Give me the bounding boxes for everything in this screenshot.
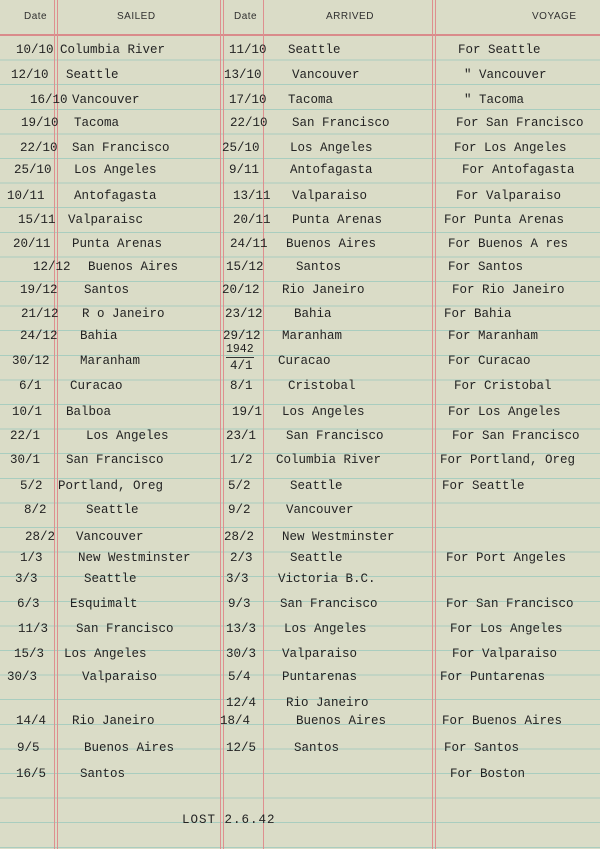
sailed-port: Tacoma — [74, 116, 120, 130]
sailed-date: 19/12 — [20, 283, 58, 297]
arrived-port: New Westminster — [282, 530, 395, 544]
voyage-note: For Boston — [450, 767, 526, 781]
arrived-date: 24/11 — [230, 237, 268, 251]
arrived-date: 17/10 — [229, 93, 267, 107]
sailed-port: Bahia — [80, 329, 118, 343]
voyage-note: For Punta Arenas — [444, 213, 565, 227]
sailed-date: 12/10 — [11, 68, 49, 82]
sailed-port: Buenos Aires — [88, 260, 179, 274]
arrived-date: 4/1 — [230, 359, 253, 373]
sailed-port: Vancouver — [76, 530, 144, 544]
sailed-port: Seattle — [84, 572, 137, 586]
arrived-port: Punta Arenas — [292, 213, 383, 227]
sailed-date: 16/5 — [16, 767, 47, 781]
sailed-port: Punta Arenas — [72, 237, 163, 251]
sailed-port: Antofagasta — [74, 189, 157, 203]
arrived-date: 2/3 — [230, 551, 253, 565]
arrived-date: 18/4 — [220, 714, 251, 728]
header-arrived: ARRIVED — [326, 11, 374, 22]
sailed-port: Curacao — [70, 379, 123, 393]
sailed-date: 19/10 — [21, 116, 59, 130]
voyage-note: For Portland, Oreg — [440, 453, 576, 467]
arrived-date: 19/1 — [232, 405, 263, 419]
sailed-port: Rio Janeiro — [72, 714, 155, 728]
voyage-note: " Tacoma — [464, 93, 525, 107]
arrived-date: 12/5 — [226, 741, 257, 755]
voyage-note: For Buenos A res — [448, 237, 569, 251]
sailed-date: 1/3 — [20, 551, 43, 565]
arrived-date: 15/12 — [226, 260, 264, 274]
arrived-date: 23/1 — [226, 429, 257, 443]
column-rule — [432, 0, 433, 849]
arrived-port: Antofagasta — [290, 163, 373, 177]
voyage-note: " Vancouver — [464, 68, 547, 82]
arrived-date: 8/1 — [230, 379, 253, 393]
sailed-date: 10/1 — [12, 405, 43, 419]
sailed-date: 11/3 — [18, 622, 49, 636]
arrived-port: Buenos Aires — [286, 237, 377, 251]
sailed-date: 22/1 — [10, 429, 41, 443]
arrived-date: 25/10 — [222, 141, 260, 155]
sailed-port: New Westminster — [78, 551, 191, 565]
voyage-note: For Valparaiso — [456, 189, 562, 203]
sailed-date: 8/2 — [24, 503, 47, 517]
arrived-port: Rio Janeiro — [282, 283, 365, 297]
arrived-date: 23/12 — [225, 307, 263, 321]
sailed-port: Buenos Aires — [84, 741, 175, 755]
arrived-port: Los Angeles — [284, 622, 367, 636]
sailed-date: 20/11 — [13, 237, 51, 251]
voyage-note: For Seattle — [442, 479, 525, 493]
arrived-date: 29/12 — [223, 329, 261, 343]
arrived-port: Santos — [294, 741, 340, 755]
arrived-date: 5/2 — [228, 479, 251, 493]
arrived-port: Valparaiso — [282, 647, 358, 661]
arrived-date: 1/2 — [230, 453, 253, 467]
sailed-port: Santos — [80, 767, 126, 781]
sailed-date: 30/3 — [7, 670, 38, 684]
sailed-date: 10/10 — [16, 43, 54, 57]
voyage-note: For Port Angeles — [446, 551, 567, 565]
sailed-date: 6/3 — [17, 597, 40, 611]
voyage-note: For Bahia — [444, 307, 512, 321]
arrived-port: Seattle — [290, 479, 343, 493]
arrived-port: Vancouver — [286, 503, 354, 517]
year-note: 1942 — [226, 343, 254, 356]
arrived-port: Valparaiso — [292, 189, 368, 203]
lost-note: LOST 2.6.42 — [182, 813, 276, 827]
sailed-date: 15/11 — [18, 213, 56, 227]
sailed-date: 28/2 — [25, 530, 56, 544]
voyage-note: For Valparaiso — [452, 647, 558, 661]
sailed-date: 6/1 — [19, 379, 42, 393]
arrived-date: 3/3 — [226, 572, 249, 586]
voyage-note: For Cristobal — [454, 379, 552, 393]
sailed-date: 15/3 — [14, 647, 45, 661]
sailed-date: 16/10 — [30, 93, 68, 107]
arrived-port: Los Angeles — [290, 141, 373, 155]
voyage-note: For Los Angeles — [450, 622, 563, 636]
sailed-port: R o Janeiro — [82, 307, 165, 321]
arrived-port: Cristobal — [288, 379, 356, 393]
sailed-port: Portland, Oreg — [58, 479, 164, 493]
sailed-date: 10/11 — [7, 189, 45, 203]
arrived-port: Puntarenas — [282, 670, 358, 684]
arrived-port: Victoria B.C. — [278, 572, 376, 586]
voyage-note: For Santos — [448, 260, 524, 274]
voyage-note: For Rio Janeiro — [452, 283, 565, 297]
arrived-port: Tacoma — [288, 93, 334, 107]
sailed-port: Valparaiso — [82, 670, 158, 684]
sailed-port: Seattle — [86, 503, 139, 517]
voyage-note: For Seattle — [458, 43, 541, 57]
sailed-date: 21/12 — [21, 307, 59, 321]
arrived-port: Santos — [296, 260, 342, 274]
arrived-port: Los Angeles — [282, 405, 365, 419]
sailed-port: Esquimalt — [70, 597, 138, 611]
arrived-date: 28/2 — [224, 530, 255, 544]
arrived-port: Bahia — [294, 307, 332, 321]
arrived-port: Vancouver — [292, 68, 360, 82]
arrived-port: San Francisco — [280, 597, 378, 611]
arrived-date: 9/11 — [229, 163, 260, 177]
arrived-date: 11/10 — [229, 43, 267, 57]
sailed-date: 25/10 — [14, 163, 52, 177]
sailed-port: Los Angeles — [86, 429, 169, 443]
voyage-note: For Puntarenas — [440, 670, 546, 684]
sailed-date: 3/3 — [15, 572, 38, 586]
voyage-note: For San Francisco — [456, 116, 584, 130]
header-date-sailed: Date — [24, 11, 48, 22]
sailed-date: 9/5 — [17, 741, 40, 755]
arrived-date: 30/3 — [226, 647, 257, 661]
arrived-port: Curacao — [278, 354, 331, 368]
voyage-note: For Santos — [444, 741, 520, 755]
arrived-date: 9/3 — [228, 597, 251, 611]
sailed-port: Vancouver — [72, 93, 140, 107]
arrived-date: 5/4 — [228, 670, 251, 684]
sailed-date: 30/12 — [12, 354, 50, 368]
arrived-port: San Francisco — [292, 116, 390, 130]
voyage-note: For San Francisco — [446, 597, 574, 611]
sailed-date: 24/12 — [20, 329, 58, 343]
header-sailed: SAILED — [117, 11, 156, 22]
header-band — [0, 0, 600, 36]
sailed-date: 12/12 — [33, 260, 71, 274]
header-date-arrived: Date — [234, 11, 258, 22]
arrived-date: 13/3 — [226, 622, 257, 636]
sailed-date: 22/10 — [20, 141, 58, 155]
arrived-port: Rio Janeiro — [286, 696, 369, 710]
arrived-port: Columbia River — [276, 453, 382, 467]
sailed-port: Columbia River — [60, 43, 166, 57]
arrived-port: San Francisco — [286, 429, 384, 443]
sailed-port: San Francisco — [66, 453, 164, 467]
voyage-note: For Los Angeles — [454, 141, 567, 155]
arrived-date: 13/10 — [224, 68, 262, 82]
header-voyage: VOYAGE — [532, 11, 577, 22]
voyage-note: For Antofagasta — [462, 163, 575, 177]
sailed-port: Santos — [84, 283, 130, 297]
voyage-note: For Buenos Aires — [442, 714, 563, 728]
arrived-port: Seattle — [290, 551, 343, 565]
sailed-port: Los Angeles — [64, 647, 147, 661]
sailed-port: San Francisco — [76, 622, 174, 636]
sailed-port: Maranham — [80, 354, 141, 368]
voyage-note: For Maranham — [448, 329, 539, 343]
voyage-note: For San Francisco — [452, 429, 580, 443]
arrived-date: 9/2 — [228, 503, 251, 517]
arrived-port: Maranham — [282, 329, 343, 343]
sailed-port: Valparaisc — [68, 213, 144, 227]
arrived-date: 13/11 — [233, 189, 271, 203]
arrived-port: Seattle — [288, 43, 341, 57]
arrived-port: Buenos Aires — [296, 714, 387, 728]
sailed-port: Balboa — [66, 405, 112, 419]
sailed-date: 5/2 — [20, 479, 43, 493]
sailed-port: San Francisco — [72, 141, 170, 155]
arrived-date: 22/10 — [230, 116, 268, 130]
arrived-date: 20/11 — [233, 213, 271, 227]
sailed-port: Seattle — [66, 68, 119, 82]
sailed-date: 30/1 — [10, 453, 41, 467]
sailed-port: Los Angeles — [74, 163, 157, 177]
voyage-note: For Los Angeles — [448, 405, 561, 419]
arrived-date: 12/4 — [226, 696, 257, 710]
arrived-date: 20/12 — [222, 283, 260, 297]
sailed-date: 14/4 — [16, 714, 47, 728]
voyage-note: For Curacao — [448, 354, 531, 368]
